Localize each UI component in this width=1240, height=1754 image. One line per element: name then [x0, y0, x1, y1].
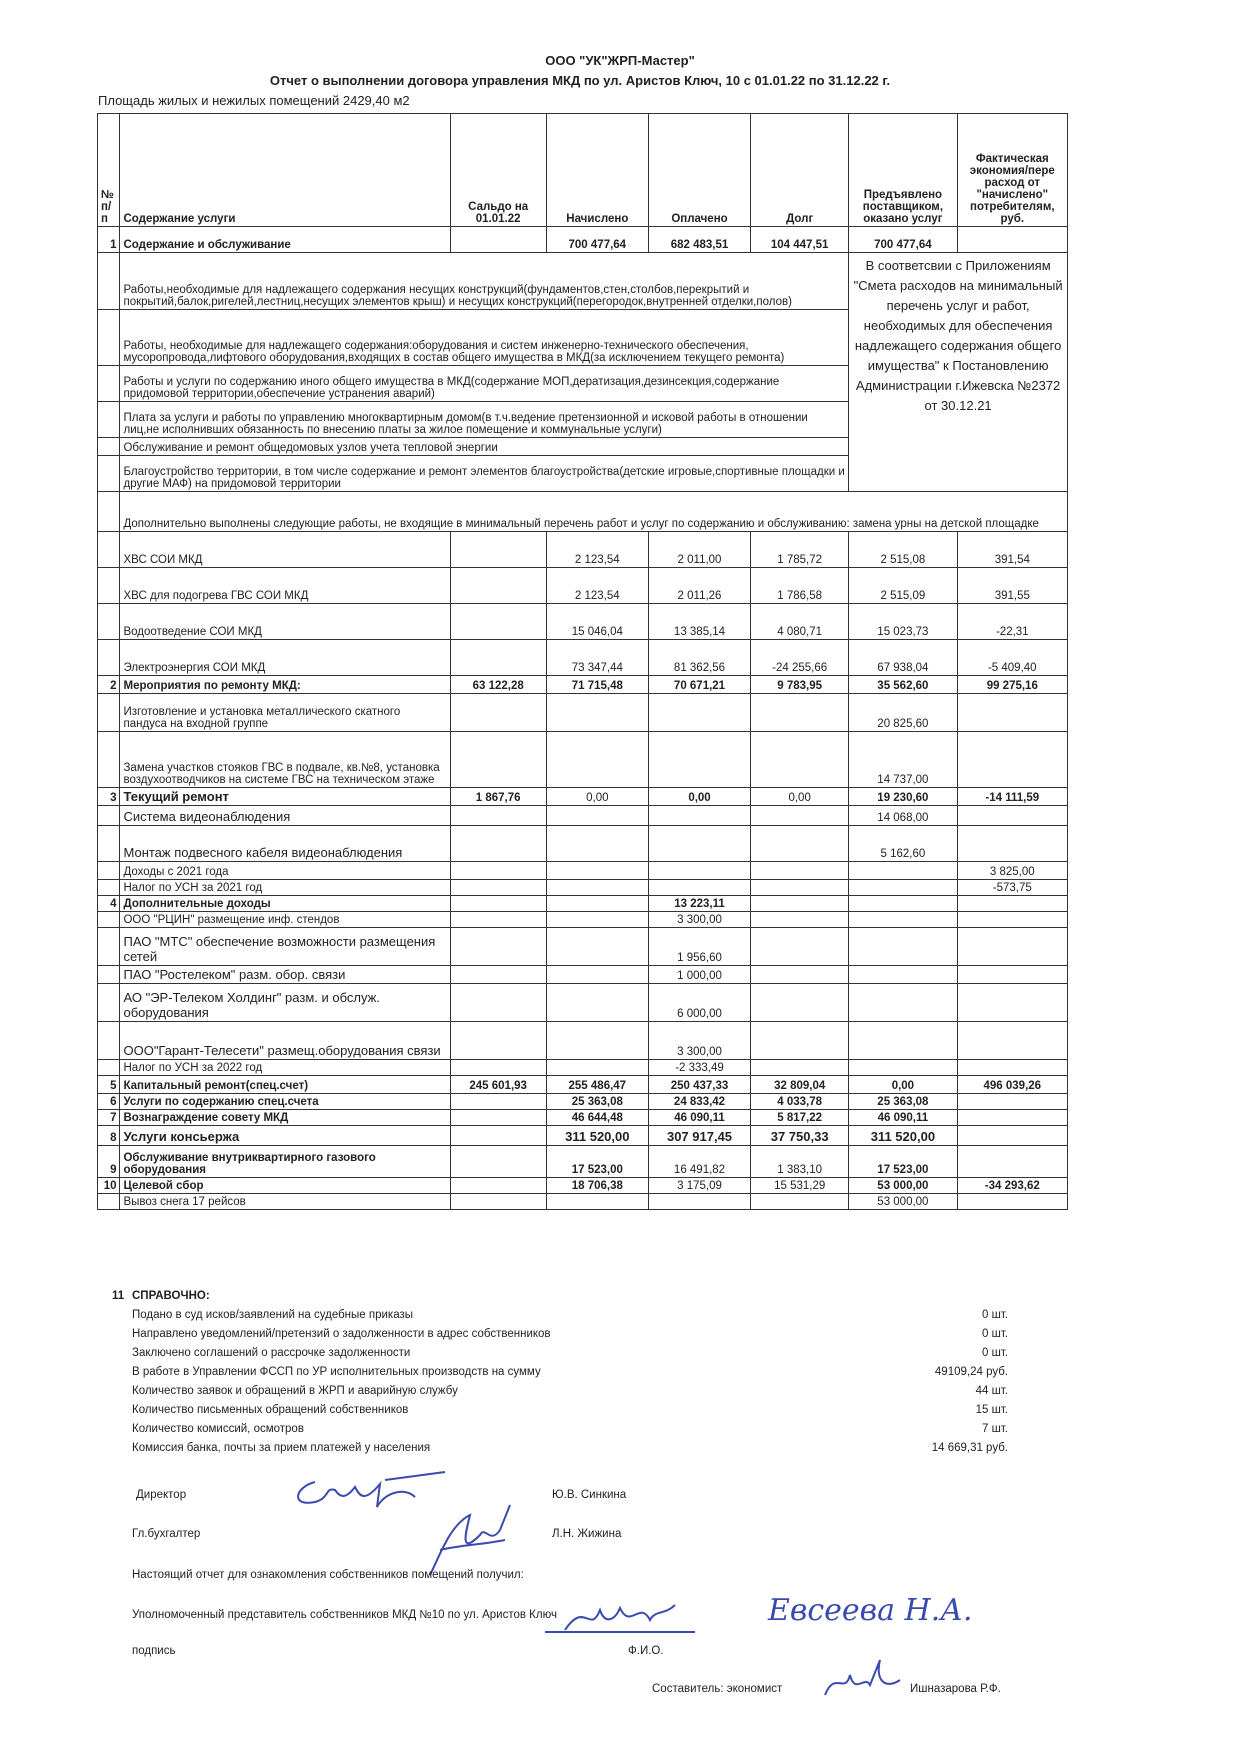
table-row: [98, 928, 1068, 966]
row-paid: 81 362,56: [648, 640, 750, 676]
row-paid: 3 300,00: [648, 912, 750, 928]
area-text: Площадь жилых и нежилых помещений 2429,40 м2: [98, 93, 410, 108]
row-supplier: 2 515,09: [849, 568, 957, 604]
row-name: Вывоз снега 17 рейсов: [120, 1194, 450, 1210]
col-name: Содержание услуги: [120, 114, 450, 227]
table-row: [98, 227, 1068, 253]
director-name: Ю.В. Синкина: [552, 1489, 627, 1501]
reference-item: Количество письменных обращений собственников 15 шт.: [132, 1404, 1008, 1416]
row-paid: 1 956,60: [648, 928, 750, 966]
row-name: Услуги по содержанию спец.счета: [120, 1094, 450, 1110]
row-paid: 3 175,09: [648, 1178, 750, 1194]
row-debt: 15 531,29: [751, 1178, 849, 1194]
row-debt: 32 809,04: [751, 1076, 849, 1094]
table-row: [98, 1094, 1068, 1110]
row-accrued: 15 046,04: [546, 604, 648, 640]
table-row: [98, 966, 1068, 984]
row-num: 1: [98, 227, 120, 253]
col-num: № п/п: [98, 114, 120, 227]
row-paid: 2 011,00: [648, 532, 750, 568]
table-row: [98, 896, 1068, 912]
col-paid: Оплачено: [648, 114, 750, 227]
row-supplier: 5 162,60: [849, 826, 957, 862]
col-supplier: Предъявлено поставщиком, оказано услуг: [849, 114, 957, 227]
row-num: 6: [98, 1094, 120, 1110]
row-name: Текущий ремонт: [120, 788, 450, 806]
row-num: 10: [98, 1178, 120, 1194]
row-economy: 3 825,00: [957, 862, 1067, 880]
row-debt: 5 817,22: [751, 1110, 849, 1126]
table-row: [98, 732, 1068, 788]
row-debt: 1 785,72: [751, 532, 849, 568]
row-supplier: 53 000,00: [849, 1178, 957, 1194]
table-header: [98, 114, 1068, 227]
col-accrued: Начислено: [546, 114, 648, 227]
row-economy: 391,54: [957, 532, 1067, 568]
row-supplier: 0,00: [849, 1076, 957, 1094]
row-accrued: 46 644,48: [546, 1110, 648, 1126]
row-accrued: 255 486,47: [546, 1076, 648, 1094]
row-accrued: 2 123,54: [546, 568, 648, 604]
received-text: Настоящий отчет для ознакомления собственников помещений получил:: [132, 1569, 524, 1581]
table-row: [98, 1178, 1068, 1194]
row-name: Налог по УСН за 2022 год: [120, 1060, 450, 1076]
row-supplier: 19 230,60: [849, 788, 957, 806]
row-num: 2: [98, 676, 120, 694]
row-name: Электроэнергия СОИ МКД: [120, 640, 450, 676]
row-name: Услуги консьержа: [120, 1126, 450, 1146]
reference-item: Количество заявок и обращений в ЖРП и аварийную службу 44 шт.: [132, 1385, 1008, 1397]
work-item: Работы и услуги по содержанию иного общего имущества в МКД(содержание МОП,дератизация,дезинсекция,содержание придомовой территории,обеспечение устранения аварий): [120, 366, 849, 402]
row-supplier: 311 520,00: [849, 1126, 957, 1146]
table-row: [98, 676, 1068, 694]
accountant-label: Гл.бухгалтер: [132, 1528, 201, 1540]
row-num: 3: [98, 788, 120, 806]
fio-label: Ф.И.О.: [628, 1645, 664, 1657]
row-paid: 1 000,00: [648, 966, 750, 984]
row-accrued: 700 477,64: [546, 227, 648, 253]
row-supplier: 25 363,08: [849, 1094, 957, 1110]
row-accrued: 311 520,00: [546, 1126, 648, 1146]
table-row: [98, 604, 1068, 640]
row-paid: 46 090,11: [648, 1110, 750, 1126]
table-row: [98, 1076, 1068, 1094]
compiler-name: Ишназарова Р.Ф.: [910, 1683, 1001, 1695]
row-name: Замена участков стояков ГВС в подвале, кв.№8, установка воздухоотводчиков на системе ГВС на техническом этаже: [120, 732, 450, 788]
row-accrued: 73 347,44: [546, 640, 648, 676]
row-supplier: 46 090,11: [849, 1110, 957, 1126]
row-paid: 13 223,11: [648, 896, 750, 912]
table-row: [98, 1126, 1068, 1146]
row-name: Система видеонаблюдения: [120, 806, 450, 826]
row-supplier: 67 938,04: [849, 640, 957, 676]
row-paid: 13 385,14: [648, 604, 750, 640]
row-num: 9: [98, 1146, 120, 1178]
col-saldo: Сальдо на 01.01.22: [450, 114, 546, 227]
table-row: [98, 1022, 1068, 1060]
work-item: Работы,необходимые для надлежащего содержания несущих конструкций(фундаментов,стен,столбов,перекрытий и покрытий,балок,ригелей,лестниц,несущих элементов крыш) и несущих конструкций(перегородок,внутренней отделки,полов): [120, 253, 849, 310]
row-economy: -573,75: [957, 880, 1067, 896]
representative-signature: [545, 1590, 705, 1640]
col-economy: Фактическая экономия/пере расход от "начислено" потребителям, руб.: [957, 114, 1067, 227]
row-economy: -22,31: [957, 604, 1067, 640]
director-label: Директор: [136, 1489, 187, 1501]
row-accrued: 18 706,38: [546, 1178, 648, 1194]
reference-item: Комиссия банка, почты за прием платежей у населения 14 669,31 руб.: [132, 1442, 1008, 1454]
row-paid: 6 000,00: [648, 984, 750, 1022]
report-table: [97, 113, 1068, 1210]
row-supplier: 17 523,00: [849, 1146, 957, 1178]
row-name: ООО "РЦИН" размещение инф. стендов: [120, 912, 450, 928]
row-num: 7: [98, 1110, 120, 1126]
row-num: 8: [98, 1126, 120, 1146]
row-debt: 4 080,71: [751, 604, 849, 640]
extra-work-text: Дополнительно выполнены следующие работы, не входящие в минимальный перечень работ и услуг по содержанию и обслуживанию: замена урны на детской площадке: [120, 492, 1068, 532]
row-name: ПАО "МТС" обеспечение возможности размещения сетей: [120, 928, 450, 966]
row-name: Водоотведение СОИ МКД: [120, 604, 450, 640]
row-supplier: 2 515,08: [849, 532, 957, 568]
table-row: [98, 806, 1068, 826]
row-name: Обслуживание внутриквартирного газового оборудования: [120, 1146, 450, 1178]
reference-item: Направлено уведомлений/претензий о задолженности в адрес собственников 0 шт.: [132, 1328, 1008, 1340]
row-economy: 391,55: [957, 568, 1067, 604]
row-debt: 4 033,78: [751, 1094, 849, 1110]
row-supplier: 14 068,00: [849, 806, 957, 826]
row-name: Монтаж подвесного кабеля видеонаблюдения: [120, 826, 450, 862]
row-debt: 1 786,58: [751, 568, 849, 604]
row-supplier: 53 000,00: [849, 1194, 957, 1210]
row-saldo: 245 601,93: [450, 1076, 546, 1094]
row-paid: 682 483,51: [648, 227, 750, 253]
row-supplier: 700 477,64: [849, 227, 957, 253]
reference-section: [98, 1290, 1008, 1461]
row-num: 5: [98, 1076, 120, 1094]
table-row: [98, 1146, 1068, 1178]
row-economy: 496 039,26: [957, 1076, 1067, 1094]
table-row: [98, 862, 1068, 880]
reference-item: Подано в суд исков/заявлений на судебные приказы 0 шт.: [132, 1309, 1008, 1321]
row-economy: -34 293,62: [957, 1178, 1067, 1194]
table-row: [98, 788, 1068, 806]
reference-item: В работе в Управлении ФССП по УР исполнительных производств на сумму 49109,24 руб.: [132, 1366, 1008, 1378]
reference-item: Количество комиссий, осмотров 7 шт.: [132, 1423, 1008, 1435]
row-paid: 70 671,21: [648, 676, 750, 694]
table-row: [98, 912, 1068, 928]
reference-title: СПРАВОЧНО:: [132, 1290, 210, 1302]
row-paid: 307 917,45: [648, 1126, 750, 1146]
row-paid: -2 333,49: [648, 1060, 750, 1076]
col-debt: Долг: [751, 114, 849, 227]
row-debt: 9 783,95: [751, 676, 849, 694]
row-paid: 0,00: [648, 788, 750, 806]
row-supplier: 35 562,60: [849, 676, 957, 694]
table-row: [98, 1110, 1068, 1126]
representative-name: Евсеева Н.А.: [768, 1593, 973, 1628]
report-title: Отчет о выполнении договора управления МКД по ул. Аристов Ключ, 10 с 01.01.22 по 31.12.22 г.: [269, 73, 891, 88]
row-name: Капитальный ремонт(спец.счет): [120, 1076, 450, 1094]
table-row: [98, 880, 1068, 896]
row-name: Дополнительные доходы: [120, 896, 450, 912]
extra-work-row: [98, 492, 1068, 532]
row-debt: 37 750,33: [751, 1126, 849, 1146]
table-row: [98, 984, 1068, 1022]
row-debt: -24 255,66: [751, 640, 849, 676]
row-economy: 99 275,16: [957, 676, 1067, 694]
row-paid: 24 833,42: [648, 1094, 750, 1110]
reference-num: 11: [112, 1290, 125, 1302]
row-supplier: 14 737,00: [849, 732, 957, 788]
row-debt: 1 383,10: [751, 1146, 849, 1178]
row-name: Содержание и обслуживание: [120, 227, 450, 253]
row-debt: 104 447,51: [751, 227, 849, 253]
row-name: ООО"Гарант-Телесети" размещ.оборудования связи: [120, 1022, 450, 1060]
table-row: [98, 826, 1068, 862]
row-paid: 16 491,82: [648, 1146, 750, 1178]
row-name: Вознаграждение совету МКД: [120, 1110, 450, 1126]
row-economy: -5 409,40: [957, 640, 1067, 676]
work-item: Плата за услуги и работы по управлению многоквартирным домом(в т.ч.ведение претензионной и исковой работы в отношении лиц,не исполнивших обязанность по внесению платы за жилое помещение и коммунальные услуги): [120, 402, 849, 438]
work-item: Обслуживание и ремонт общедомовых узлов учета тепловой энергии: [120, 438, 849, 456]
row-name: ХВС для подогрева ГВС СОИ МКД: [120, 568, 450, 604]
row-name: ХВС СОИ МКД: [120, 532, 450, 568]
accountant-name: Л.Н. Жижина: [552, 1528, 622, 1540]
table-row: [98, 1060, 1068, 1076]
row-paid: 250 437,33: [648, 1076, 750, 1094]
row-name: Налог по УСН за 2021 год: [120, 880, 450, 896]
row-name: ПАО "Ростелеком" разм. обор. связи: [120, 966, 450, 984]
row-accrued: 71 715,48: [546, 676, 648, 694]
row-name: Доходы с 2021 года: [120, 862, 450, 880]
compiler-signature: [815, 1655, 905, 1705]
table-row: [98, 532, 1068, 568]
company-name: ООО "УК"ЖРП-Мастер": [545, 53, 695, 68]
regulation-note: В соответсвии с Приложениям "Смета расходов на минимальный перечень услуг и работ, необходимых для обеспечения надлежащего содержания общего имущества" к Постановлению Администрации г.Ижевска №2372 от 30.12.21: [849, 253, 1068, 492]
row-name: Изготовление и установка металлического скатного пандуса на входной группе: [120, 694, 450, 732]
row-accrued: 0,00: [546, 788, 648, 806]
row-name: Целевой сбор: [120, 1178, 450, 1194]
row-name: Мероприятия по ремонту МКД:: [120, 676, 450, 694]
reference-item: Заключено соглашений о рассрочке задолженности 0 шт.: [132, 1347, 1008, 1359]
row-paid: 3 300,00: [648, 1022, 750, 1060]
sign-label: подпись: [132, 1645, 176, 1657]
works-row: [98, 253, 1068, 310]
row-num: 4: [98, 896, 120, 912]
work-item: Благоустройство территории, в том числе содержание и ремонт элементов благоустройства(детские игровые,спортивные площадки и другие МАФ) на придомовой территории: [120, 456, 849, 492]
row-economy: -14 111,59: [957, 788, 1067, 806]
table-row: [98, 640, 1068, 676]
row-saldo: 63 122,28: [450, 676, 546, 694]
row-accrued: 2 123,54: [546, 532, 648, 568]
representative-text: Уполномоченный представитель собственников МКД №10 по ул. Аристов Ключ: [132, 1609, 557, 1621]
table-row: [98, 1194, 1068, 1210]
work-item: Работы, необходимые для надлежащего содержания:оборудования и систем инженерно-технического обеспечения, мусоропровода,лифтового оборудования,входящих в состав общего имущества в МКД(за исключением текущего ремонта): [120, 310, 849, 366]
row-name: АО "ЭР-Телеком Холдинг" разм. и обслуж. оборудования: [120, 984, 450, 1022]
compiler-label: Составитель: экономист: [652, 1683, 783, 1695]
row-paid: 2 011,26: [648, 568, 750, 604]
table-row: [98, 568, 1068, 604]
table-row: [98, 694, 1068, 732]
row-accrued: 25 363,08: [546, 1094, 648, 1110]
row-accrued: 17 523,00: [546, 1146, 648, 1178]
row-supplier: 15 023,73: [849, 604, 957, 640]
row-saldo: 1 867,76: [450, 788, 546, 806]
row-supplier: 20 825,60: [849, 694, 957, 732]
row-debt: 0,00: [751, 788, 849, 806]
